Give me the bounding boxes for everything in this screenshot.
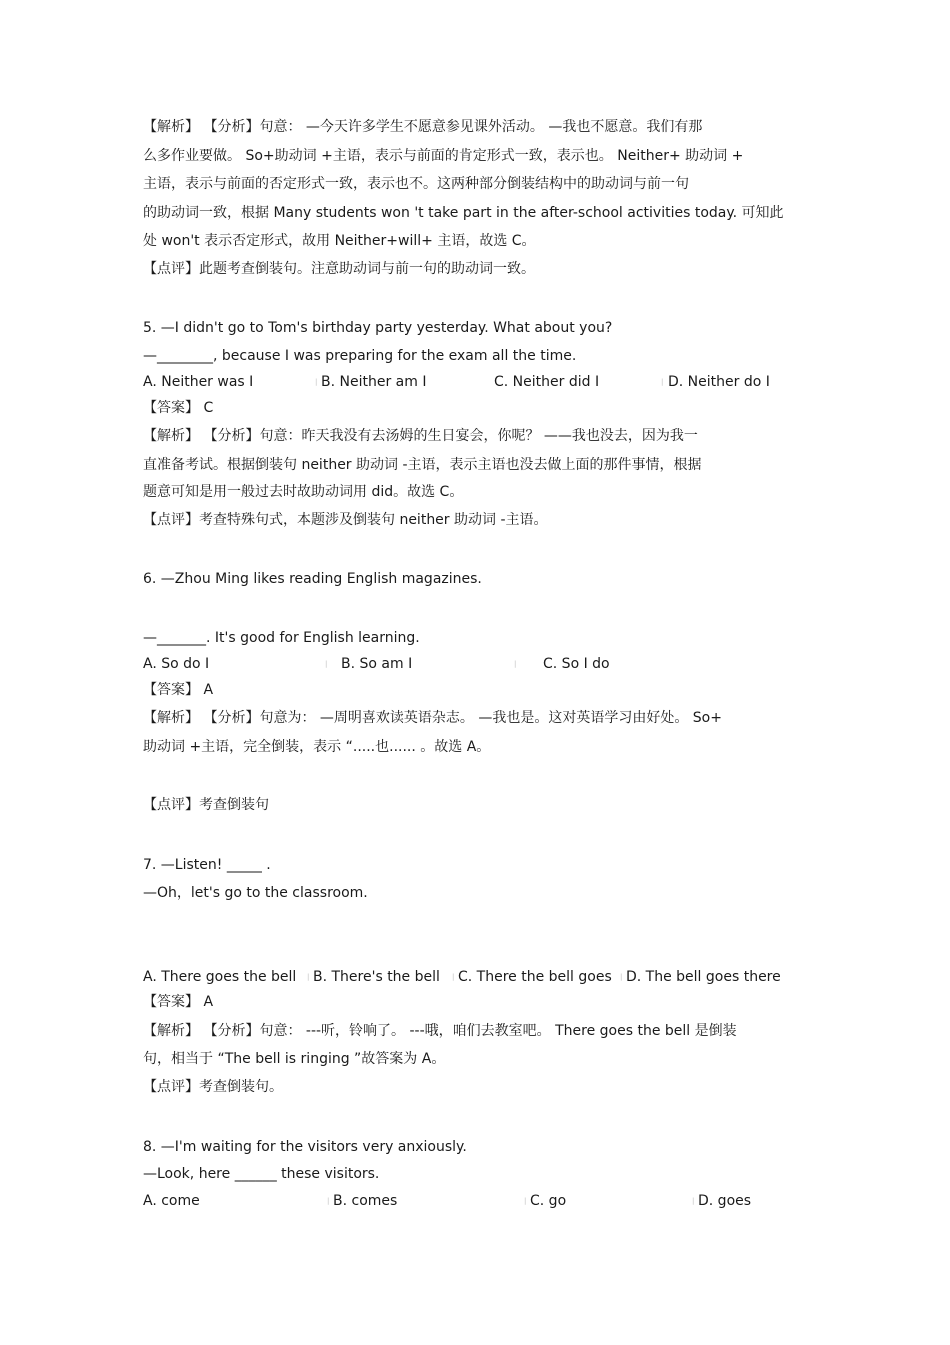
prev-comment: 【点评】此题考查倒装句。注意助动词与前一句的助动词一致。: [143, 261, 535, 277]
q5-analysis-line-1: 【解析】 【分析】句意：昨天我没有去汤姆的生日宴会，你呢？ ——我也没去，因为我一: [143, 428, 698, 444]
q5-stem-line-1: 5. —I didn't go to Tom's birthday party yesterday. What about you?: [143, 320, 613, 336]
q7-answer: 【答案】 A: [143, 994, 214, 1010]
prev-analysis-line-4: 的助动词一致，根据 Many students won 't take part in the after-school activities today. 可知此: [143, 205, 784, 221]
q6-comment: 【点评】考查倒装句: [143, 797, 269, 813]
q7-option-b: B. There's the bell: [313, 969, 440, 985]
q6-analysis-line-1: 【解析】 【分析】句意为： —周明喜欢读英语杂志。 —我也是。这对英语学习由好处。 So+: [143, 710, 722, 726]
q8-stem-line-2: —Look, here ______ these visitors.: [143, 1166, 380, 1182]
q5-option-a: A. Neither was I: [143, 374, 254, 390]
q5-analysis-line-3: 题意可知是用一般过去时故助动词用 did。故选 C。: [143, 484, 464, 500]
q5-option-b: B. Neither am I: [321, 374, 427, 390]
q7-stem-line-2: —Oh，let's go to the classroom.: [143, 885, 368, 901]
q6-option-c: C. So I do: [543, 656, 610, 672]
q8-option-d: D. goes: [698, 1193, 752, 1209]
q6-option-a: A. So do I: [143, 656, 210, 672]
q6-analysis-line-2: 助动词 +主语，完全倒装，表示 “.....也...... 。故选 A。: [143, 739, 491, 755]
q5-option-d: D. Neither do I: [668, 374, 770, 390]
q8-option-c: C. go: [530, 1193, 567, 1209]
prev-analysis-line-3: 主语，表示与前面的否定形式一致，表示也不。这两种部分倒装结构中的助动词与前一句: [143, 176, 689, 192]
q5-comment: 【点评】考查特殊句式，本题涉及倒装句 neither 助动词 -主语。: [143, 512, 548, 528]
document-page: 【解析】 【分析】句意： —今天许多学生不愿意参见课外活动。 —我也不愿意。我们有那 么多作业要做。 So+助动词 +主语，表示与前面的肯定形式一致，表示也。 Neither+ 助动词 + 主语，表示与前面的否定形式一致，表示也不。这两种部分倒装结构中的助动词与前一句 的助动词一致，根据 Many students won 't take part in the after-school activities today. 可知此 处 won't 表示否定形式，故用 Neither+will+ 主语，故选 C。 【点评】此题考查倒装句。注意助动词与前一句的助动词一致。 5. —I didn't go to Tom's birthday party yesterday. What about you? —________, because I was preparing for the exam all the time. A. Neither was I | B. Neither am I C. Neither did I | D. Neither do I 【答案】 C 【解析】 【分析】句意：昨天我没有去汤姆的生日宴会，你呢？ ——我也没去，因为我一 直准备考试。根据倒装句 neither 助动词 -主语，表示主语也没去做上面的那件事情，根据 题意可知是用一般过去时故助动词用 did。故选 C。 【点评】考查特殊句式，本题涉及倒装句 neither 助动词 -主语。 6. —Zhou Ming likes reading English magazines. —_______. It's good for English learning. A. So do I | B. So am I | C. So I do 【答案】 A 【解析】 【分析】句意为： —周明喜欢读英语杂志。 —我也是。这对英语学习由好处。 So+ 助动词 +主语，完全倒装，表示 “.....也...... 。故选 A。 【点评】考查倒装句 7. —Listen! _____ . —Oh，let's go to the classroom. A. There goes the bell | B. There's the bell | C. There the bell goes | D. The bell goes there 【答案】 A 【解析】 【分析】句意： ---听，铃响了。 ---哦，咱们去教室吧。 There goes the bell 是倒装 句，相当于 “The bell is ringing ”故答案为 A。 【点评】考查倒装句。 8. —I'm waiting for the visitors very anxiously. —Look, here ______ these visitors. A. come | B. comes | C. go | D. goes: [143, 119, 784, 1209]
q6-stem-line-1: 6. —Zhou Ming likes reading English magazines.: [143, 571, 482, 587]
q7-option-c: C. There the bell goes: [458, 969, 612, 985]
q5-answer: 【答案】 C: [143, 400, 214, 416]
q6-option-b: B. So am I: [341, 656, 413, 672]
q5-stem-line-2: —________, because I was preparing for the exam all the time.: [143, 348, 577, 364]
prev-analysis-line-2: 么多作业要做。 So+助动词 +主语，表示与前面的肯定形式一致，表示也。 Neither+ 助动词 +: [143, 148, 744, 164]
prev-analysis-line-5: 处 won't 表示否定形式，故用 Neither+will+ 主语，故选 C。: [143, 233, 536, 249]
q6-answer: 【答案】 A: [143, 682, 214, 698]
q7-analysis-line-1: 【解析】 【分析】句意： ---听，铃响了。 ---哦，咱们去教室吧。 There goes the bell 是倒装: [143, 1023, 737, 1039]
q7-analysis-line-2: 句，相当于 “The bell is ringing ”故答案为 A。: [143, 1051, 446, 1067]
q8-option-b: B. comes: [333, 1193, 398, 1209]
q7-stem-line-1: 7. —Listen! _____ .: [143, 857, 271, 873]
q8-option-a: A. come: [143, 1193, 200, 1209]
q7-option-d: D. The bell goes there: [626, 969, 781, 985]
q5-analysis-line-2: 直准备考试。根据倒装句 neither 助动词 -主语，表示主语也没去做上面的那件事情，根据: [143, 457, 702, 473]
q8-stem-line-1: 8. —I'm waiting for the visitors very anxiously.: [143, 1139, 467, 1155]
q7-option-a: A. There goes the bell: [143, 969, 297, 985]
q6-stem-line-2: —_______. It's good for English learning.: [143, 630, 420, 646]
q5-option-c: C. Neither did I: [494, 374, 600, 390]
q7-comment: 【点评】考查倒装句。: [143, 1079, 283, 1095]
prev-analysis-line-1: 【解析】 【分析】句意： —今天许多学生不愿意参见课外活动。 —我也不愿意。我们有那: [143, 119, 703, 135]
